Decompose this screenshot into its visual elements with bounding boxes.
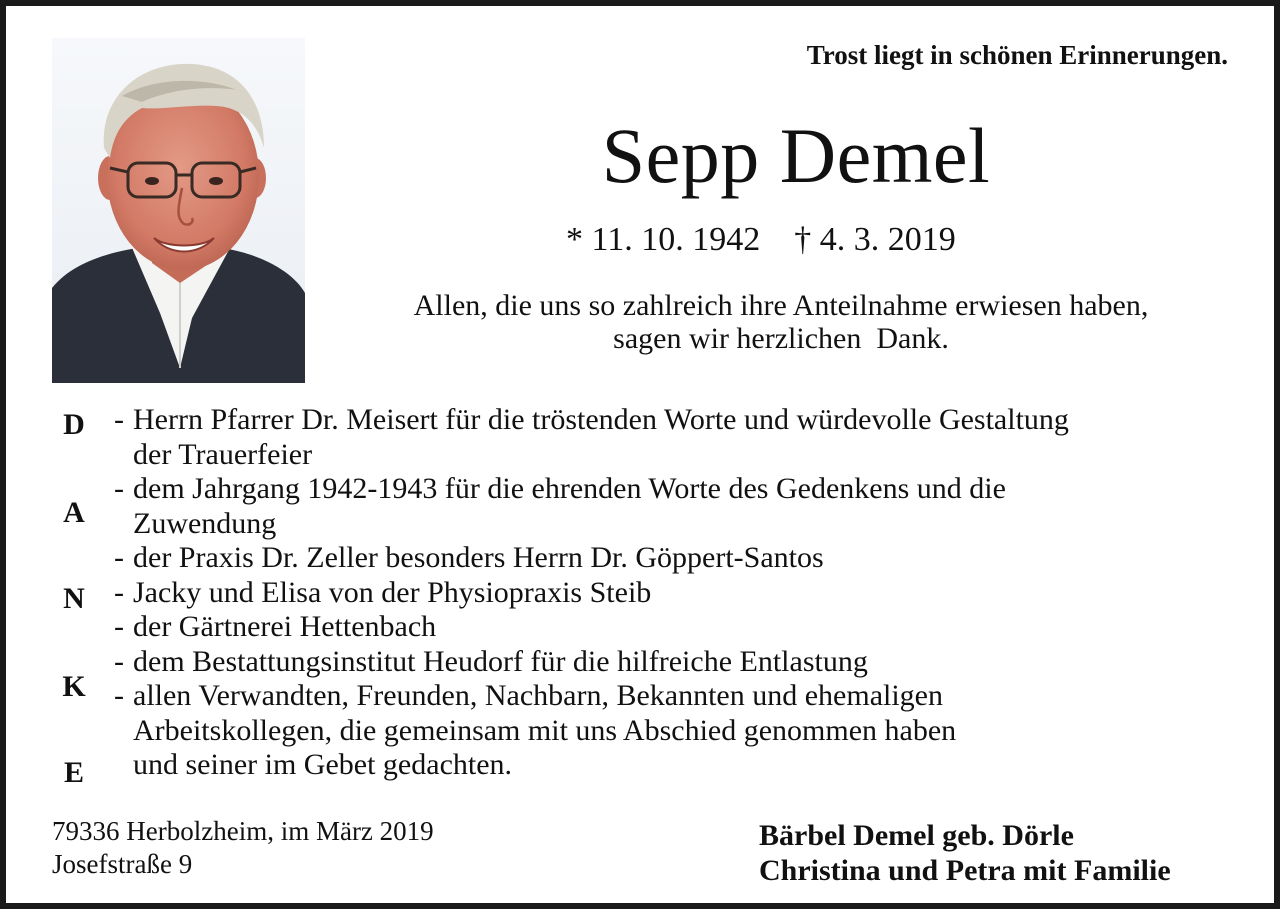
list-item-line: der Trauerfeier [133,437,313,471]
birth-date: * 11. 10. 1942 [566,221,761,258]
list-dash: - [114,679,124,712]
family-signature [759,818,1171,888]
motto-line: Trost liegt in schönen Erinnerungen. [806,40,1228,70]
list-item-line: der Gärtnerei Hettenbach [133,610,437,643]
thanks-line: sagen wir herzlichen Dank. [613,322,949,355]
list-dash: - [114,644,124,678]
family-line: Christina und Petra mit Familie [759,854,1171,887]
address-line: Josefstraße 9 [52,849,193,879]
thanks-intro [316,289,1246,355]
list-item-line: Zuwendung [133,506,277,540]
list-item-line: dem Jahrgang 1942-1943 für die ehrenden Worte des Gedenkens und die [133,472,1006,505]
list-item-line: dem Bestattungsinstitut Heudorf für die hilfreiche Entlastung [133,644,868,678]
list-item-line: Arbeitskollegen, die gemeinsam mit uns Abschied genommen haben [133,713,957,747]
list-item [114,610,1254,645]
list-item [114,472,1254,541]
side-letter-a: A [63,496,85,529]
place-and-date [52,815,434,881]
list-dash: - [114,610,124,643]
list-item [114,576,1254,611]
list-item [114,541,1254,576]
list-dash: - [114,575,124,609]
life-dates [566,221,956,259]
death-date: † 4. 3. 2019 [794,221,956,258]
side-letter-d: D [63,408,85,441]
list-item-line: und seiner im Gebet gedachten. [133,748,513,781]
list-dash: - [114,403,124,436]
portrait-photo [52,38,305,383]
side-letter-n: N [63,582,85,615]
list-item-line: der Praxis Dr. Zeller besonders Herrn Dr. Göppert-Santos [133,541,824,574]
thanks-list [114,403,1254,783]
list-item-line: Herrn Pfarrer Dr. Meisert für die tröstenden Worte und würdevolle Gestaltung [133,403,1069,436]
list-item [114,403,1254,472]
side-letter-e: E [63,756,84,789]
list-dash: - [114,472,124,505]
family-line: Bärbel Demel geb. Dörle [759,819,1074,852]
deceased-name: Sepp Demel [601,112,991,199]
list-item [114,645,1254,680]
list-item-line: allen Verwandten, Freunden, Nachbarn, Bekannten und ehemaligen [133,679,943,712]
list-item [114,679,1254,783]
list-dash: - [114,541,124,574]
thanks-line: Allen, die uns so zahlreich ihre Anteilnahme erwiesen haben, [413,289,1149,322]
place-line: 79336 Herbolzheim, im März 2019 [52,816,434,846]
side-letter-k: K [62,670,86,703]
list-item-line: Jacky und Elisa von der Physiopraxis Steib [133,575,652,609]
